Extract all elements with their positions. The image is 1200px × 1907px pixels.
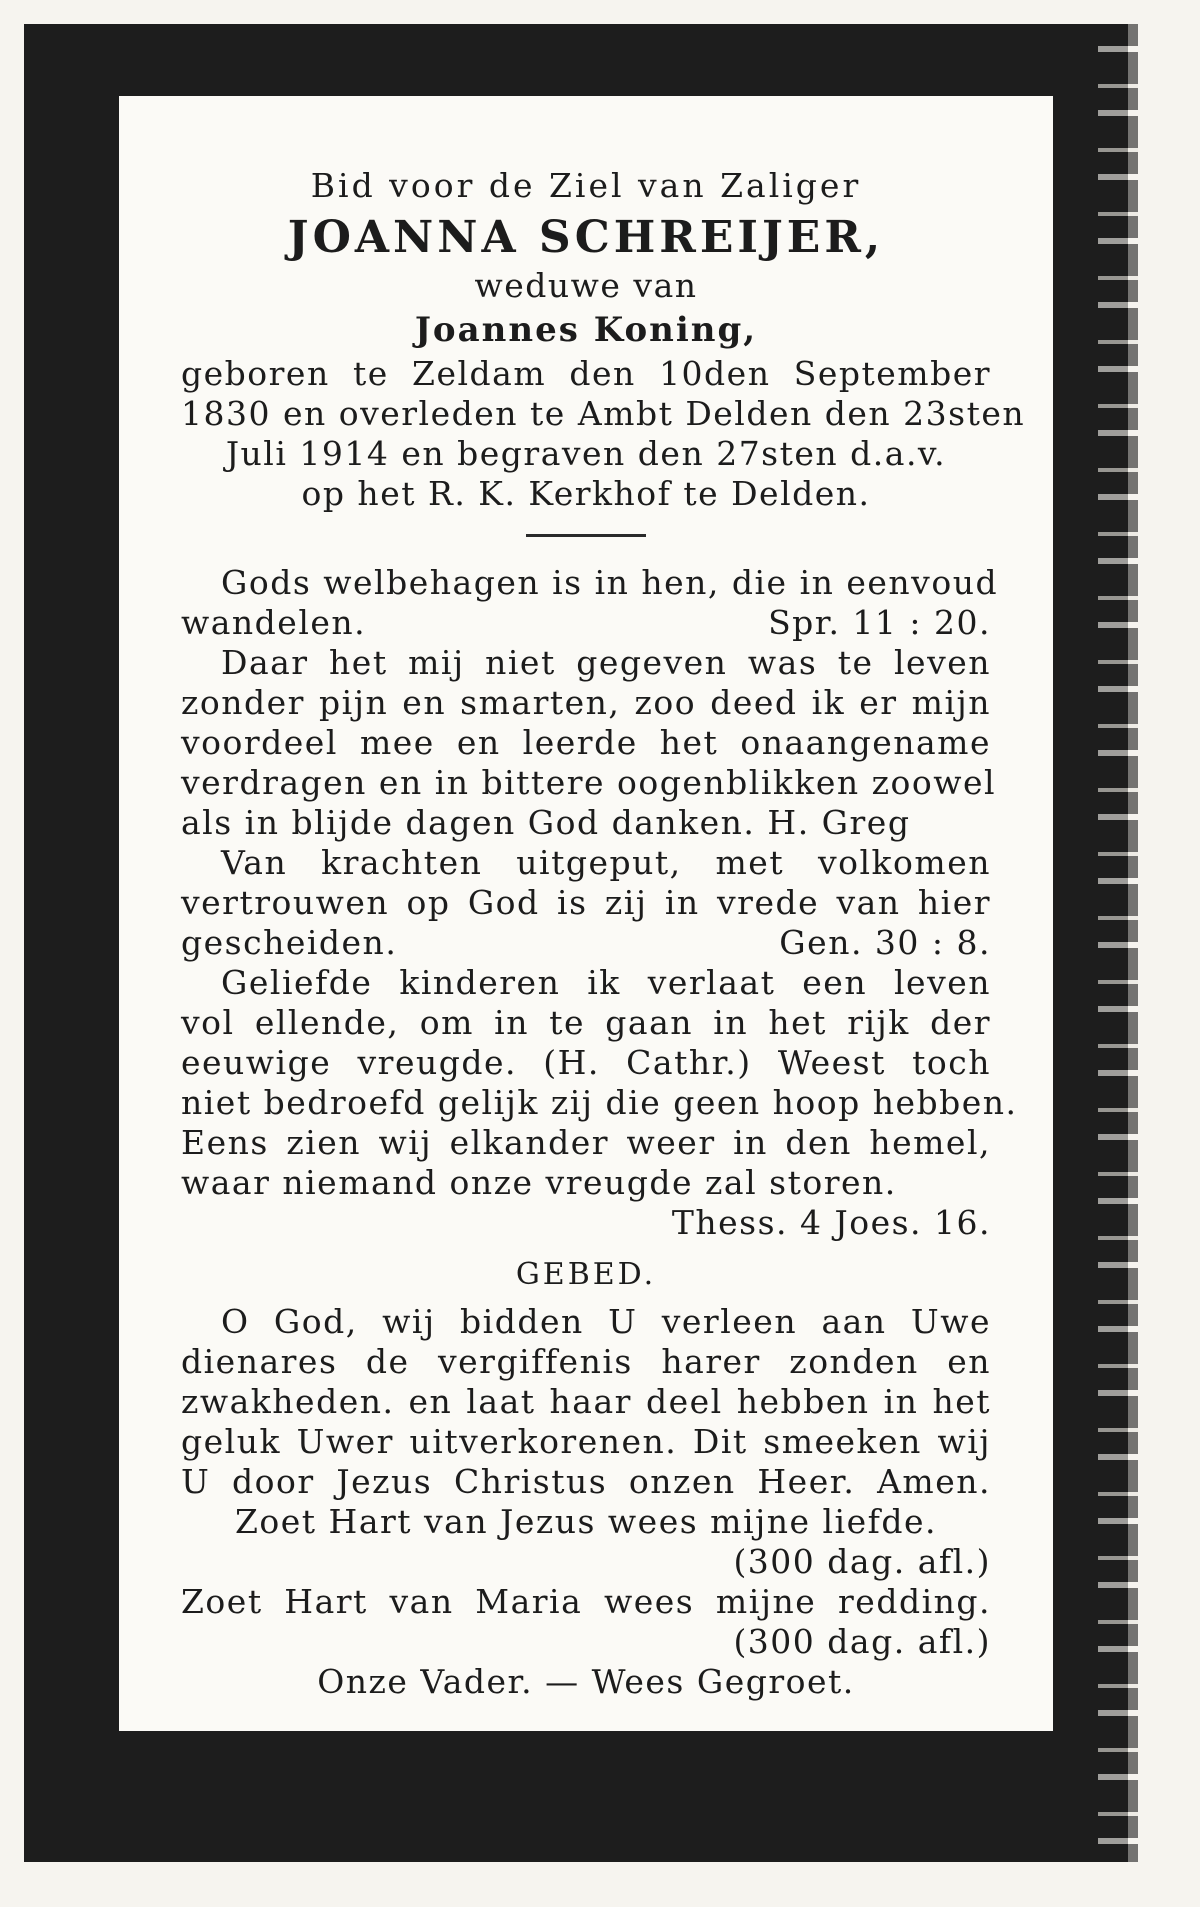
verse-line: voordeel mee en leerde het onaangename	[181, 723, 991, 762]
spouse-name: Joannes Koning,	[414, 310, 758, 350]
bio-line: Juli 1914 en begraven den 27sten d.a.v.	[225, 434, 947, 473]
bio-line: 1830 en overleden te Ambt Delden den 23sten	[181, 394, 1026, 433]
memorial-card-border	[24, 24, 1128, 1862]
invocation-maria: Zoet Hart van Maria wees mijne redding.	[181, 1582, 991, 1621]
invocation-jesus: Zoet Hart van Jezus wees mijne liefde.	[234, 1502, 937, 1541]
widow-of: weduwe van	[474, 266, 698, 305]
verse-line: verdragen en in bittere oogenblikken zoowel	[181, 763, 997, 802]
verse-4	[181, 963, 1018, 1243]
closing-prayers: Onze Vader. — Wees Gegroet.	[317, 1662, 855, 1701]
verse-line: als in blijde dagen God danken. H. Greg	[181, 803, 911, 842]
verse-line	[181, 603, 991, 643]
deceased-name: JOANNA SCHREIJER,	[287, 212, 885, 263]
verse-line: vol ellende, om in te gaan in het rijk der	[181, 1003, 991, 1042]
prayer-title: GEBED.	[515, 1257, 657, 1292]
prayer-line: O God, wij bidden U verleen aan Uwe	[221, 1302, 991, 1341]
verse-line: Geliefde kinderen ik verlaat een leven	[221, 963, 991, 1002]
verse-2	[181, 643, 997, 843]
indulgence-note: (300 dag. afl.)	[733, 1622, 991, 1661]
verse-line: Van krachten uitgeput, met volkomen	[221, 843, 991, 882]
prayer-line: dienares de vergiffenis harer zonden en	[181, 1342, 991, 1381]
memorial-card-panel	[119, 96, 1053, 1731]
bio-line: op het R. K. Kerkhof te Delden.	[301, 474, 871, 513]
card-text	[181, 166, 1026, 1702]
prayer-line: U door Jezus Christus onzen Heer. Amen.	[181, 1462, 991, 1501]
biography	[181, 354, 1026, 514]
verse-text: gescheiden.	[181, 923, 398, 962]
verse-line: Eens zien wij elkander weer in den hemel,	[181, 1123, 991, 1162]
verse-line: Daar het mij niet gegeven was te leven	[221, 643, 991, 682]
bio-line: geboren te Zeldam den 10den September	[181, 354, 991, 393]
verse-line: vertrouwen op God is zij in vrede van hier	[181, 883, 991, 922]
verse-reference: Thess. 4 Joes. 16.	[671, 1203, 991, 1242]
verse-line: Gods welbehagen is in hen, die in eenvoud	[221, 563, 999, 602]
prayer-line: zwakheden. en laat haar deel hebben in het	[181, 1382, 991, 1421]
prayer-text	[181, 1302, 991, 1702]
verse-line: zonder pijn en smarten, zoo deed ik er mijn	[181, 683, 991, 722]
verse-reference: Spr. 11 : 20.	[768, 603, 991, 642]
indulgence-note: (300 dag. afl.)	[733, 1542, 991, 1581]
verse-text: wandelen.	[181, 603, 367, 642]
prayer-request: Bid voor de Ziel van Zaliger	[310, 166, 862, 205]
prayer-line: geluk Uwer uitverkorenen. Dit smeeken wij	[181, 1422, 991, 1461]
verse-line: niet bedroefd gelijk zij die geen hoop hebben.	[181, 1083, 1018, 1122]
verse-3	[181, 843, 991, 963]
verse-line	[181, 923, 991, 963]
verse-line: waar niemand onze vreugde zal storen.	[181, 1163, 897, 1202]
verse-1	[181, 563, 999, 643]
divider-line	[526, 534, 646, 537]
verse-reference: Gen. 30 : 8.	[779, 923, 991, 962]
verse-line: eeuwige vreugde. (H. Cathr.) Weest toch	[181, 1043, 991, 1082]
